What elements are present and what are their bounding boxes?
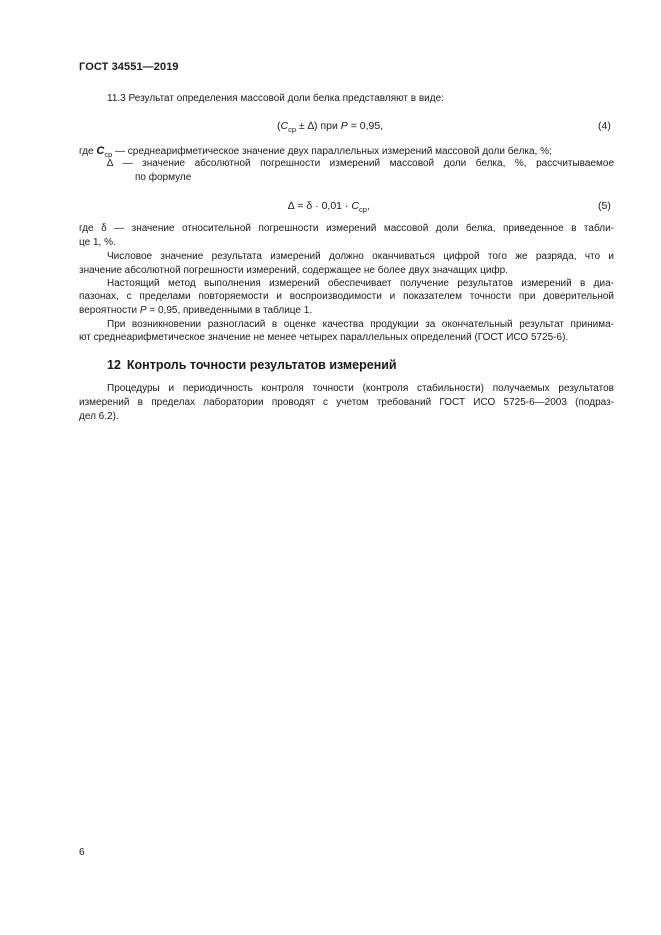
section-12-line3: дел 6.2). [79,411,119,422]
equation-number-4: (4) [598,120,611,132]
equation-number-5: (5) [598,200,611,212]
para-method-line2: пазонах, с пределами повторяемости и воспроизводимости и показателем точности при доверительной [79,291,614,302]
page-number: 6 [79,847,85,858]
formula-5: ∆ = $\delta \cdot 0,01 \cdot C_{ср}$, [288,200,370,214]
document-id: ГОСТ 34551—2019 [79,61,179,73]
para-numeric-line1: Числовое значение результата измерений должно оканчиваться цифрой того же разряда, что и [107,251,614,262]
section-number: 12 [107,358,121,372]
para-method-line3: вероятности P = 0,95, приведенными в таблице 1. [79,305,313,316]
para-dispute-line1: При возникновении разногласий в оценке качества продукции за окончательный результат принима- [107,319,614,330]
where-delta-relative-line2: це 1, %. [79,237,116,248]
clause-11-3: 11.3 Результат определения массовой доли белка представляют в виде: [107,93,444,104]
formula-4: ($C_{ср}$ ± ∆) при P = 0,95, [277,120,384,134]
section-12-line1: Процедуры и периодичность контроля точности (контроля стабильности) получаемых результатов [107,383,614,394]
section-title: Контроль точности результатов измерений [126,358,397,372]
where-delta-relative-line1: где δ — значение относительной погрешности измерений массовой доли белка, приведенное в табли- [79,223,614,234]
where-delta-line2: по формуле [135,172,192,183]
para-dispute-line2: ют среднеарифметическое значение не менее четырех параллельных определений (ГОСТ ИСО 5725-6). [79,332,569,343]
para-numeric-line2: значение абсолютной погрешности измерений, содержащее не более двух значащих цифр. [79,265,508,276]
section-12-line2: измерений в пределах лаборатории проводят с учетом требований ГОСТ ИСО 5725-6—2003 (подраз- [79,397,614,408]
para-method-line1: Настоящий метод выполнения измерений обеспечивает получение результатов измерений в диа- [107,278,614,289]
where-delta-line1: ∆ — значение абсолютной погрешности измерений массовой доли белка, %, рассчитываемое [107,158,614,169]
section-12-heading [107,358,397,372]
where-ccp: где $C_{ср}$ — среднеарифметическое значение двух параллельных измерений массовой доли белка, %; [79,145,552,159]
